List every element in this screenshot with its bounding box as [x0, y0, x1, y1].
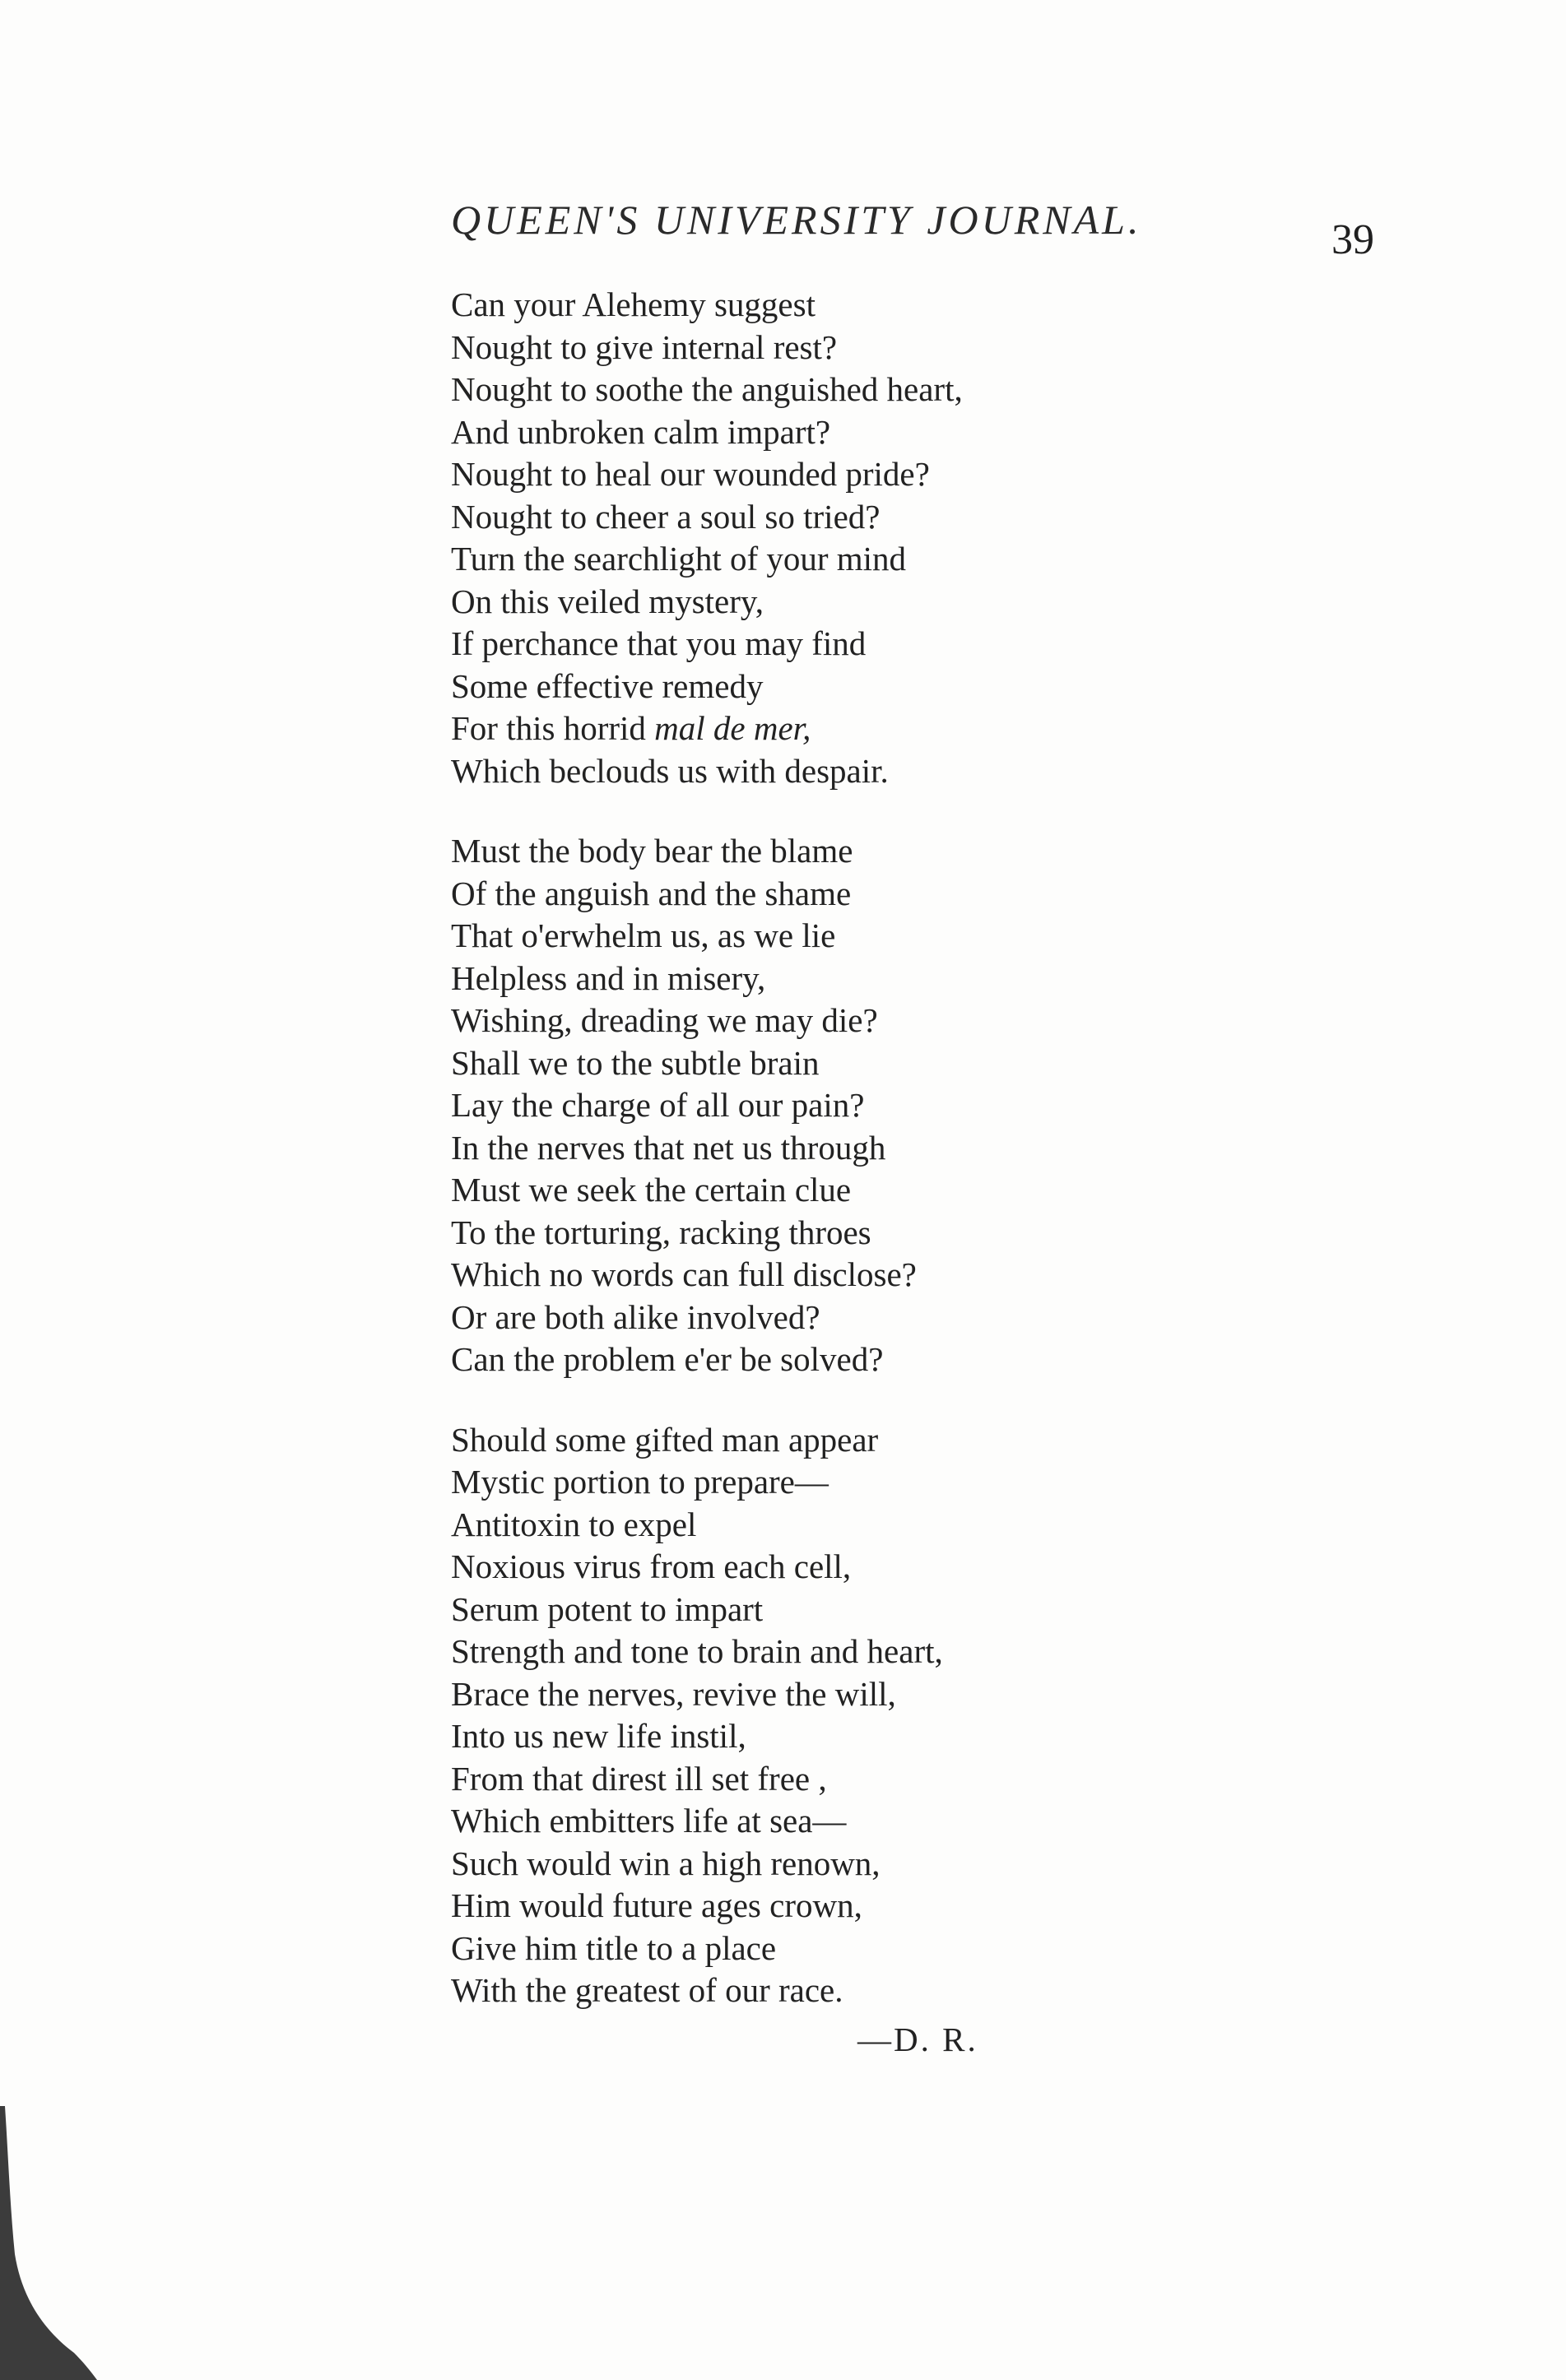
poem-line: To the torturing, racking throes: [451, 1213, 871, 1251]
poem-line: Mystic portion to prepare—: [451, 1463, 829, 1501]
poem-line: From that direst ill set free ,: [451, 1759, 827, 1798]
stanza-3: [451, 1419, 1438, 2012]
scan-edge-shadow: [0, 2106, 99, 2380]
poem-line: Can the problem e'er be solved?: [451, 1340, 884, 1378]
poem-line: Wishing, dreading we may die?: [451, 1001, 878, 1039]
poem-line: On this veiled mystery,: [451, 582, 764, 620]
poem-line: If perchance that you may find: [451, 624, 867, 662]
poem-line: Can your Alehemy suggest: [451, 285, 816, 323]
poem-line: That o'erwhelm us, as we lie: [451, 916, 836, 954]
poem-line: Noxious virus from each cell,: [451, 1547, 852, 1585]
poem-line-text: For this horrid: [451, 709, 655, 747]
poem-line: Shall we to the subtle brain: [451, 1043, 820, 1082]
poem-line: In the nerves that net us through: [451, 1128, 886, 1167]
poem-line: Must we seek the certain clue: [451, 1171, 852, 1209]
poem-line: Strength and tone to brain and heart,: [451, 1632, 943, 1670]
poem-line: Helpless and in misery,: [451, 958, 766, 997]
page-number: 39: [1331, 216, 1374, 263]
poem-line: Nought to give internal rest?: [451, 327, 838, 366]
poem-line: Give him title to a place: [451, 1928, 777, 1967]
poem-line: Which embitters life at sea—: [451, 1802, 847, 1840]
poem-line: Some effective remedy: [451, 666, 764, 705]
poem-line: Nought to cheer a soul so tried?: [451, 497, 881, 536]
poem-line: Antitoxin to expel: [451, 1505, 697, 1543]
poem-line: Nought to soothe the anguished heart,: [451, 370, 963, 408]
poem-line: Into us new life instil,: [451, 1717, 746, 1755]
poem-line: Of the anguish and the shame: [451, 874, 852, 912]
poem-line: And unbroken calm impart?: [451, 412, 831, 451]
stanza-2: [451, 830, 1438, 1381]
poem-line: With the greatest of our race.: [451, 1971, 843, 2009]
poem-line: Brace the nerves, revive the will,: [451, 1674, 896, 1713]
poem-line: Him would future ages crown,: [451, 1886, 862, 1924]
poem-line: Such would win a high renown,: [451, 1844, 881, 1882]
stanza-1: [451, 284, 1438, 792]
poem-line: Must the body bear the blame: [451, 832, 853, 870]
poem-line: Turn the searchlight of your mind: [451, 540, 907, 578]
poem-line: Lay the charge of all our pain?: [451, 1086, 865, 1124]
poem-line: Should some gifted man appear: [451, 1420, 879, 1459]
poem-line: Or are both alike involved?: [451, 1297, 820, 1336]
author-signature: —D. R.: [857, 2020, 978, 2058]
italic-phrase: mal de mer,: [654, 709, 811, 747]
running-head-title: QUEEN'S UNIVERSITY JOURNAL.: [451, 197, 1142, 243]
poem-line: [451, 708, 1438, 750]
poem-line: Which beclouds us with despair.: [451, 751, 889, 790]
poem: [451, 284, 1438, 2012]
poem-line: Nought to heal our wounded pride?: [451, 455, 930, 493]
poem-line: Which no words can full disclose?: [451, 1255, 917, 1293]
poem-line: Serum potent to impart: [451, 1589, 764, 1628]
